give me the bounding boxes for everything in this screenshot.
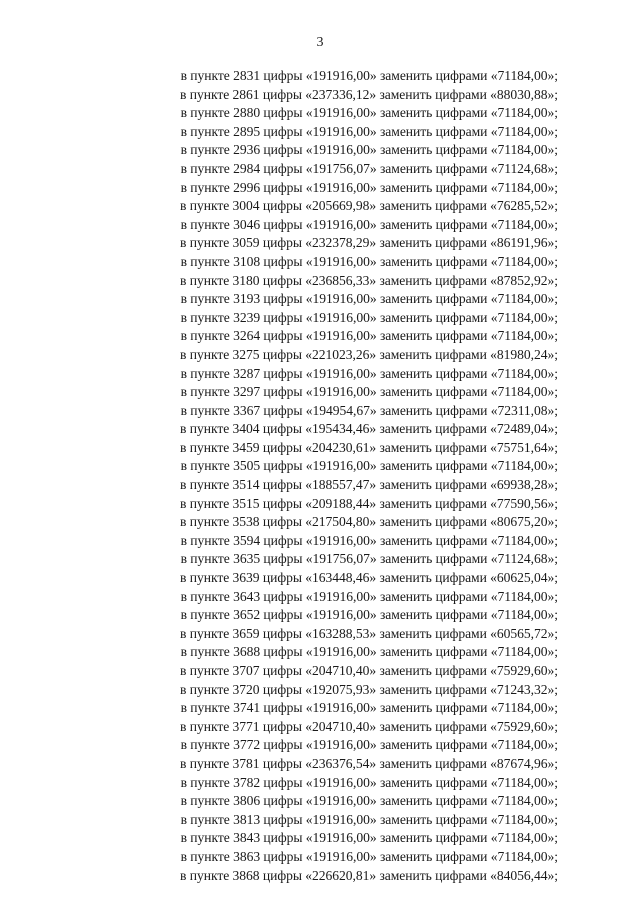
amendment-line: в пункте 3239 цифры «191916,00» заменить цифрами «71184,00»; [180,309,558,325]
amendment-line: в пункте 3707 цифры «204710,40» заменить цифрами «75929,60»; [180,663,558,678]
amendment-line: в пункте 2984 цифры «191756,07» заменить цифрами «71124,68»; [180,160,558,176]
amendment-line: в пункте 3193 цифры «191916,00» заменить цифрами «71184,00»; [180,291,558,307]
amendment-line: в пункте 3059 цифры «232378,29» заменить цифрами «86191,96»; [180,235,558,251]
amendment-line: в пункте 3643 цифры «191916,00» заменить цифрами «71184,00»; [180,588,558,604]
amendment-line: в пункте 3688 цифры «191916,00» заменить цифрами «71184,00»; [180,644,558,660]
amendment-line: в пункте 3287 цифры «191916,00» заменить цифрами «71184,00»; [180,365,558,381]
amendment-line: в пункте 2895 цифры «191916,00» заменить цифрами «71184,00»; [180,123,558,139]
amendment-line: в пункте 2831 цифры «191916,00» заменить цифрами «71184,00»; [180,68,558,83]
amendment-line: в пункте 3806 цифры «191916,00» заменить цифрами «71184,00»; [180,793,558,809]
amendment-line: в пункте 3843 цифры «191916,00» заменить цифрами «71184,00»; [180,830,558,846]
amendment-line: в пункте 3108 цифры «191916,00» заменить цифрами «71184,00»; [180,253,558,269]
amendment-line: в пункте 3863 цифры «191916,00» заменить цифрами «71184,00»; [180,848,558,864]
amendment-line: в пункте 2861 цифры «237336,12» заменить цифрами «88030,88»; [180,86,558,102]
amendment-line: в пункте 3367 цифры «194954,67» заменить цифрами «72311,08»; [180,402,558,418]
amendment-line: в пункте 3635 цифры «191756,07» заменить цифрами «71124,68»; [180,551,558,567]
page-number: 3 [316,35,324,50]
amendment-line: в пункте 3515 цифры «209188,44» заменить цифрами «77590,56»; [180,495,558,511]
amendment-line: в пункте 3404 цифры «195434,46» заменить цифрами «72489,04»; [180,421,558,437]
amendment-line: в пункте 3538 цифры «217504,80» заменить цифрами «80675,20»; [180,514,558,530]
amendment-line: в пункте 3720 цифры «192075,93» заменить цифрами «71243,32»; [180,681,558,697]
amendment-line: в пункте 2936 цифры «191916,00» заменить цифрами «71184,00»; [180,142,558,158]
amendment-line: в пункте 3046 цифры «191916,00» заменить цифрами «71184,00»; [180,216,558,232]
amendment-line: в пункте 3297 цифры «191916,00» заменить цифрами «71184,00»; [180,384,558,400]
amendment-line: в пункте 2880 цифры «191916,00» заменить цифрами «71184,00»; [180,105,558,121]
amendment-line: в пункте 3772 цифры «191916,00» заменить цифрами «71184,00»; [180,737,558,753]
amendment-line: в пункте 3459 цифры «204230,61» заменить цифрами «75751,64»; [180,439,558,455]
amendment-line: в пункте 3782 цифры «191916,00» заменить цифрами «71184,00»; [180,774,558,790]
amendment-line: в пункте 2996 цифры «191916,00» заменить цифрами «71184,00»; [180,179,558,195]
amendment-line: в пункте 3781 цифры «236376,54» заменить цифрами «87674,96»; [180,755,558,771]
amendment-line: в пункте 3868 цифры «226620,81» заменить цифрами «84056,44»; [180,867,558,883]
document-body [118,67,558,885]
amendment-line: в пункте 3639 цифры «163448,46» заменить цифрами «60625,04»; [180,570,558,586]
amendment-line: в пункте 3505 цифры «191916,00» заменить цифрами «71184,00»; [180,458,558,474]
amendment-line: в пункте 3741 цифры «191916,00» заменить цифрами «71184,00»; [180,700,558,716]
amendment-line: в пункте 3514 цифры «188557,47» заменить цифрами «69938,28»; [180,477,558,493]
amendment-line: в пункте 3652 цифры «191916,00» заменить цифрами «71184,00»; [180,607,558,623]
amendment-line: в пункте 3594 цифры «191916,00» заменить цифрами «71184,00»; [180,532,558,548]
amendment-line: в пункте 3771 цифры «204710,40» заменить цифрами «75929,60»; [180,718,558,734]
amendment-line: в пункте 3264 цифры «191916,00» заменить цифрами «71184,00»; [180,328,558,344]
amendment-line: в пункте 3813 цифры «191916,00» заменить цифрами «71184,00»; [180,811,558,827]
amendment-line: в пункте 3275 цифры «221023,26» заменить цифрами «81980,24»; [180,346,558,362]
amendment-line: в пункте 3004 цифры «205669,98» заменить цифрами «76285,52»; [180,198,558,214]
amendment-line: в пункте 3659 цифры «163288,53» заменить цифрами «60565,72»; [180,625,558,641]
amendment-line: в пункте 3180 цифры «236856,33» заменить цифрами «87852,92»; [180,272,558,288]
